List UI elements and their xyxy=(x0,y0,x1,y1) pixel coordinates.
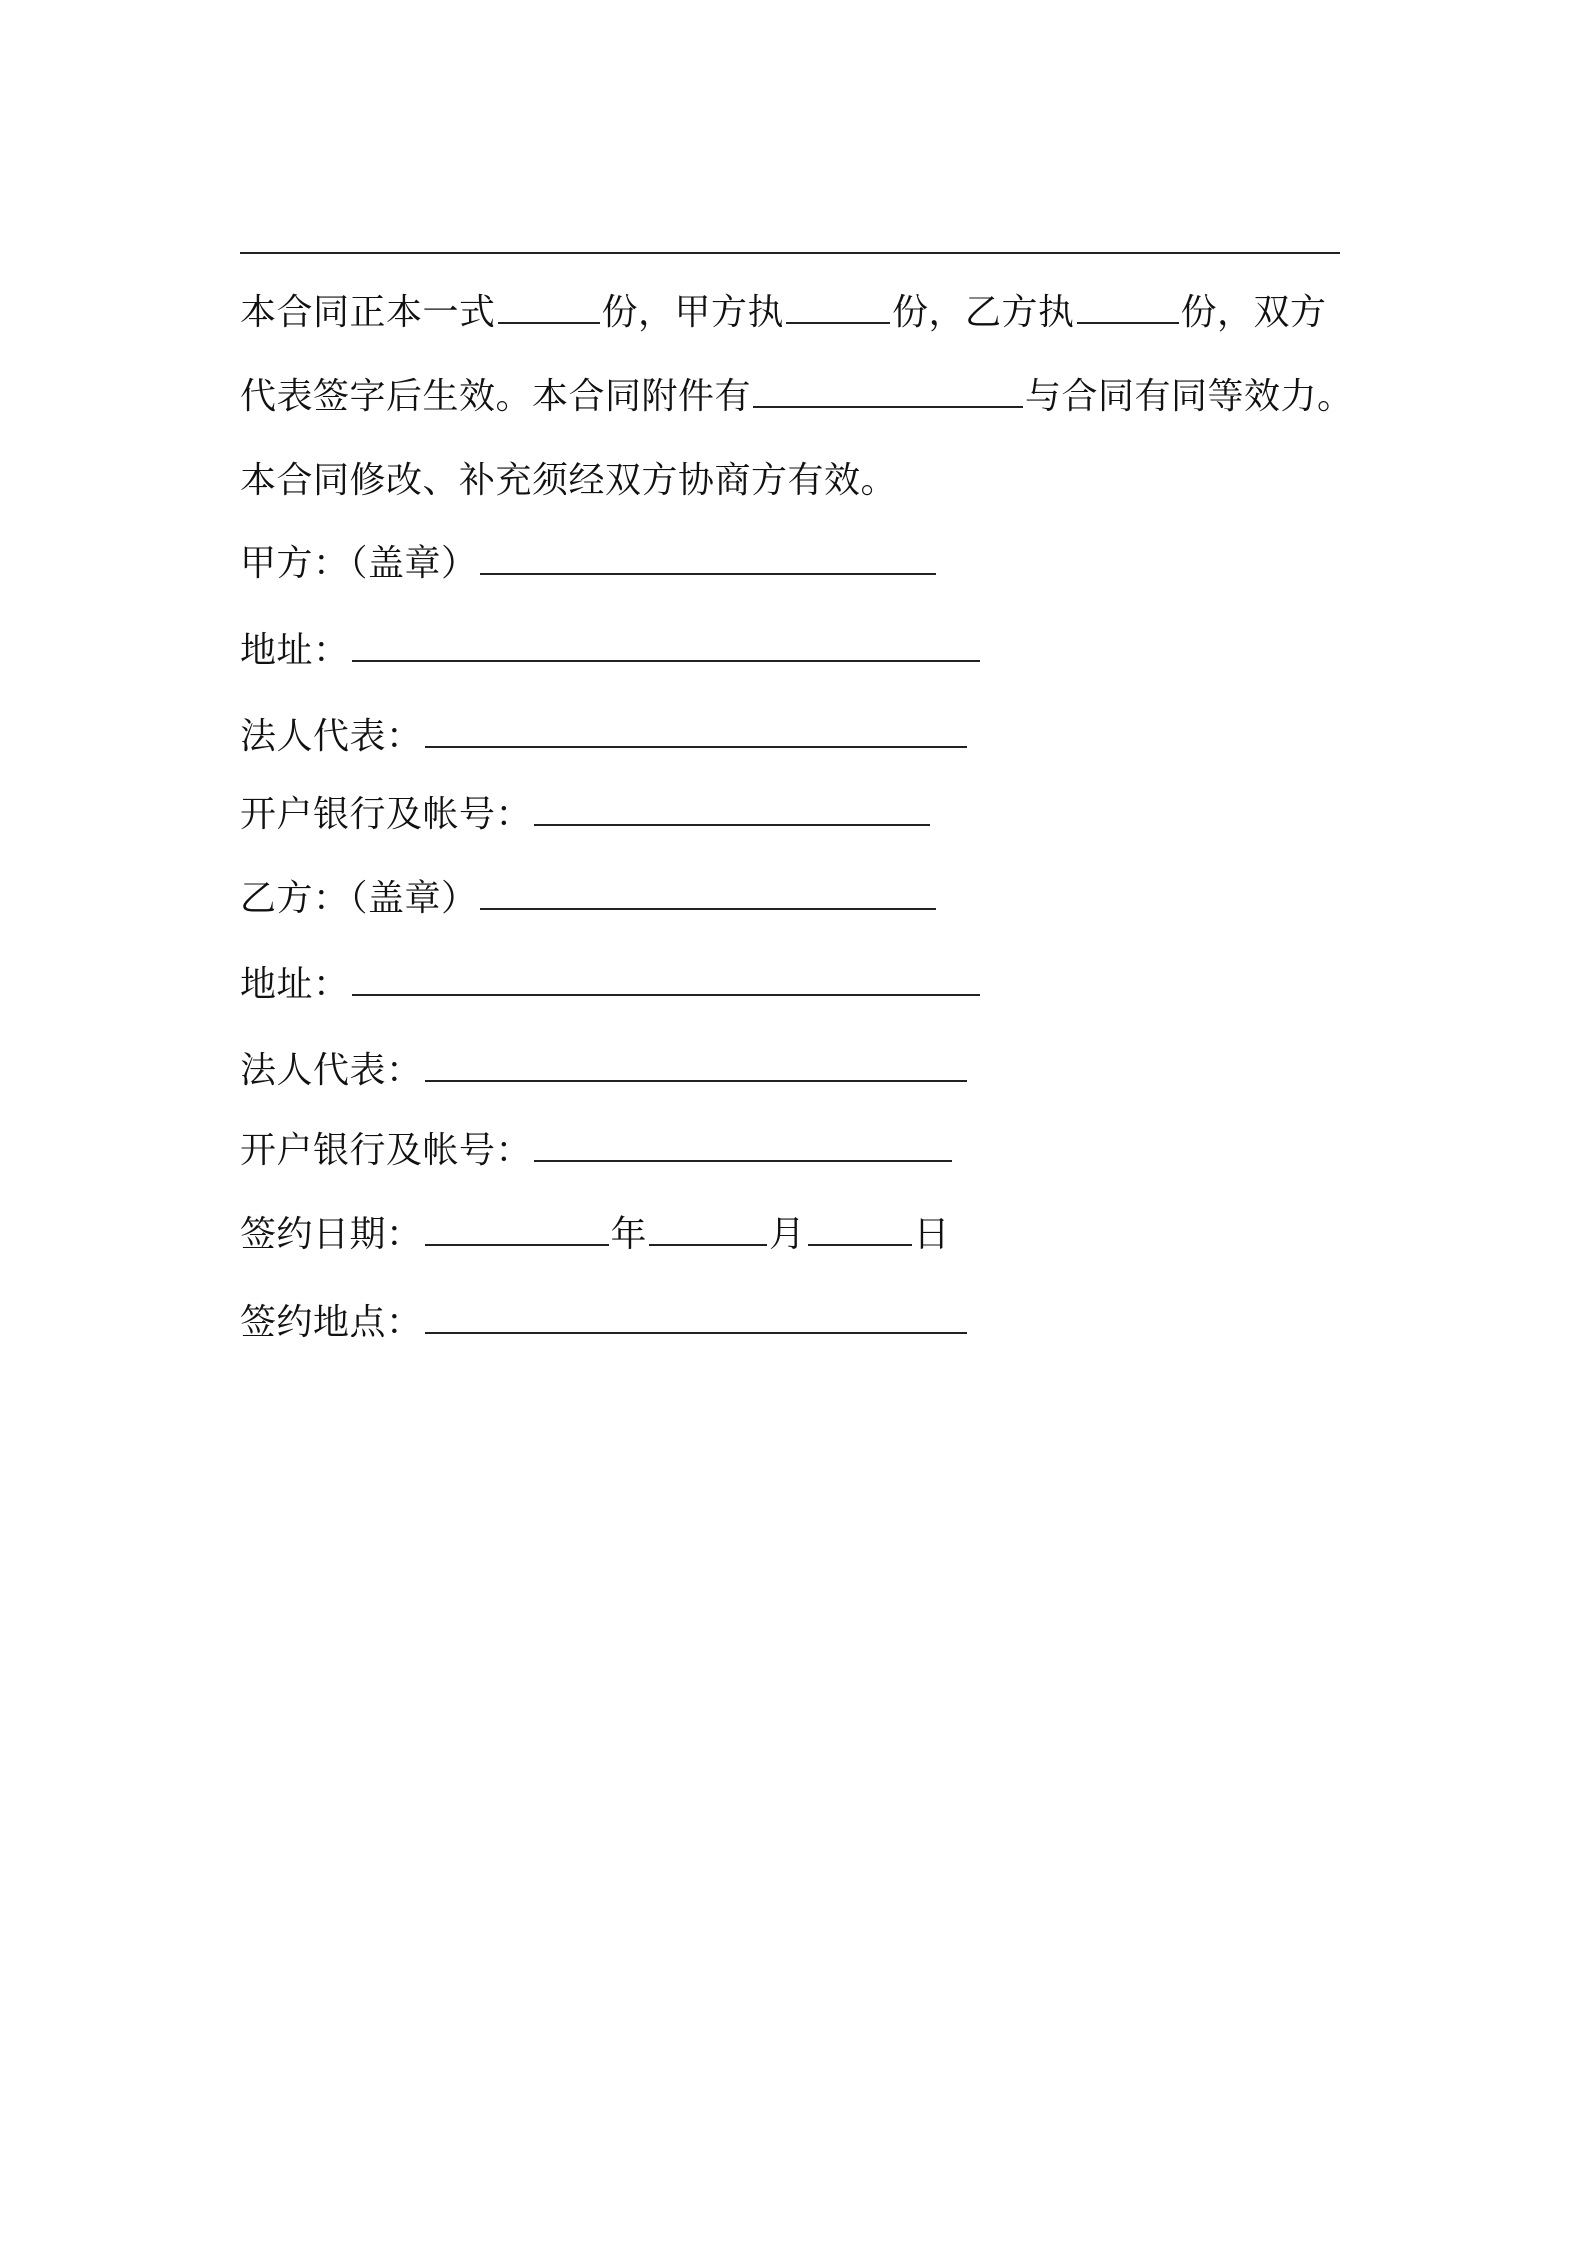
signing-place-label: 签约地点： xyxy=(240,1302,423,1343)
party-a-address-row xyxy=(240,628,982,674)
party-a-address-label: 地址： xyxy=(240,630,350,671)
party-b-address-label: 地址： xyxy=(240,964,350,1005)
effect-text-1: 代表签字后生效。本合同附件有 xyxy=(240,376,752,417)
party-b-seal-label: 乙方：（盖章） xyxy=(240,878,478,919)
day-label: 日 xyxy=(913,1214,951,1255)
total-copies-blank[interactable] xyxy=(498,290,600,324)
party-b-bank-label: 开户银行及帐号： xyxy=(240,1130,533,1171)
party-a-seal-blank[interactable] xyxy=(480,541,936,575)
party-b-seal-blank[interactable] xyxy=(480,876,936,910)
copies-text-3: 份，乙方执 xyxy=(892,292,1075,333)
party-b-address-row xyxy=(240,962,982,1008)
party-b-copies-blank[interactable] xyxy=(1077,290,1179,324)
party-a-legal-rep-row xyxy=(240,714,969,760)
party-a-seal-row xyxy=(240,541,938,587)
signing-date-label: 签约日期： xyxy=(240,1214,423,1255)
signing-month-blank[interactable] xyxy=(649,1212,767,1246)
copies-clause xyxy=(240,290,1327,336)
party-b-legal-rep-blank[interactable] xyxy=(425,1048,967,1082)
signing-date-row xyxy=(240,1212,950,1258)
party-a-copies-blank[interactable] xyxy=(786,290,890,324)
party-a-seal-label: 甲方：（盖章） xyxy=(240,543,478,584)
party-a-bank-label: 开户银行及帐号： xyxy=(240,794,533,835)
signing-place-row xyxy=(240,1300,969,1346)
signing-place-blank[interactable] xyxy=(425,1300,967,1334)
top-blank-line xyxy=(240,252,1340,254)
party-b-bank-row xyxy=(240,1128,954,1174)
party-b-address-blank[interactable] xyxy=(352,962,980,996)
party-b-seal-row xyxy=(240,876,938,922)
month-label: 月 xyxy=(769,1214,806,1255)
party-b-legal-rep-row xyxy=(240,1048,969,1094)
effect-clause xyxy=(240,374,1354,420)
copies-text-2: 份，甲方执 xyxy=(601,292,785,333)
party-b-bank-blank[interactable] xyxy=(534,1128,952,1162)
copies-text-1: 本合同正本一式 xyxy=(240,292,496,333)
party-a-bank-blank[interactable] xyxy=(534,792,930,826)
year-label: 年 xyxy=(610,1214,648,1255)
signing-year-blank[interactable] xyxy=(425,1212,609,1246)
effect-text-2: 与合同有同等效力。 xyxy=(1025,376,1354,417)
party-a-bank-row xyxy=(240,792,932,838)
signing-day-blank[interactable] xyxy=(808,1212,912,1246)
party-a-legal-rep-label: 法人代表： xyxy=(240,716,423,757)
amendment-clause: 本合同修改、补充须经双方协商方有效。 xyxy=(240,460,898,501)
attachments-blank[interactable] xyxy=(753,374,1023,408)
party-a-address-blank[interactable] xyxy=(352,628,980,662)
party-a-legal-rep-blank[interactable] xyxy=(425,714,967,748)
copies-text-4: 份，双方 xyxy=(1180,292,1327,333)
party-b-legal-rep-label: 法人代表： xyxy=(240,1050,423,1091)
